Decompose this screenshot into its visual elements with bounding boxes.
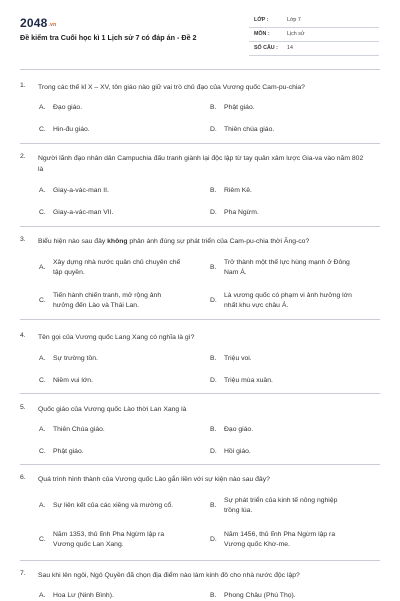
info-label: LỚP : — [254, 17, 269, 23]
info-label: SỐ CÂU : — [254, 45, 278, 51]
question-text: Trong các thế kỉ X – XV, tôn giáo nào giữ vai trò chủ đạo của Vương quốc Cam-pu-chia? — [38, 84, 305, 91]
divider — [20, 464, 380, 465]
page-header — [0, 0, 400, 62]
question-text: Quá trình hình thành của Vương quốc Lào gắn liền với sự kiện nào sau đây? — [38, 476, 270, 483]
divider — [20, 319, 380, 320]
exam-page: 2048.vn Đề kiểm tra Cuối học kì 1 Lịch sử 7 có đáp án - Đề 2 LỚP : Lớp 7 MÔN : Lịch sử SỐ CÂU : 14 1. Trong các thế kỉ X – XV, tôn giáo nào giữ vai trò chủ đạo của Vương quốc Cam-pu-chia? A. Đạo giáo. B. Phật giáo. C. Hin-đu giáo. D. Thiên chúa giáo. 2. Người lãnh đạo nhân dân Campuchia đấu tranh giành lại độc lập từ tay quân xâm lược Gia-va vào năm 802 là A. Giay-a-vác-man II. B. Riêm Kê. C. Giay-a-vác-man VII. D. Pha Ngừm. 3. Biểu hiện nào sau đây không phản ánh đúng sự phát triển của Cam-pu-chia thời Ăng-co? A. Xây dựng nhà nước quân chủ chuyên chế tập quyền. B. Trở thành một thế lực hùng mạnh ở Đông Nam Á. C. Tiến hành chiến tranh, mở rộng ảnh hưởng đến Lào và Thái Lan. D. Là vương quốc có phạm vi ảnh hưởng lớn nhất khu vực châu Á. 4. Tên gọi của Vương quốc Lang Xang có nghĩa là gì? A. Sự trường tồn. B. Triệu voi. C. Niềm vui lớn. D. Triệu mùa xuân. 5. Quốc giáo của Vương quốc Lào thời Lan Xang là A. Thiên Chúa giáo. B. Đạo giáo. C. Phật giáo. D. Hồi giáo. 6. Quá trình hình thành của Vương quốc Lào gắn liền với sự kiện nào sau đây? A. Sự liên kết của các xiềng và mường cổ. B. Sự phát triển của kinh tế nông nghiệp trồng lúa. C. Năm 1353, thủ lĩnh Pha Ngừm lập ra Vương quốc Lan Xang. D. Năm 1456, thủ lĩnh Pha Ngừm lập ra Vương quốc Khơ-me. 7. Sau khi lên ngôi, Ngô Quyền đã chọn địa điểm nào làm kinh đô cho nhà nước độc lập? A. Hoa Lư (Ninh Bình). B. Phong Châu (Phú Thọ). — [0, 0, 400, 600]
question-number: 4. — [20, 332, 26, 339]
question-text: Quốc giáo của Vương quốc Lào thời Lan Xang là — [38, 406, 187, 413]
emphasis-not: không — [107, 238, 128, 245]
info-row-class — [249, 13, 379, 28]
divider — [20, 143, 380, 144]
info-label: MÔN : — [254, 31, 270, 37]
info-value: Lớp 7 — [287, 17, 301, 23]
question-text: Tên gọi của Vương quốc Lang Xang có nghĩa là gì? — [38, 334, 195, 341]
question-number: 6. — [20, 474, 26, 481]
question-text: Sau khi lên ngôi, Ngô Quyền đã chọn địa điểm nào làm kinh đô cho nhà nước độc lập? — [38, 572, 300, 579]
divider — [20, 393, 380, 394]
question-text: Biểu hiện nào sau đây không phản ánh đúng sự phát triển của Cam-pu-chia thời Ăng-co? — [38, 238, 310, 245]
question-number: 2. — [20, 153, 26, 160]
question-number: 1. — [20, 82, 26, 89]
info-row-count — [249, 41, 379, 56]
divider — [20, 560, 380, 561]
info-row-subject — [249, 27, 379, 42]
question-text: Người lãnh đạo nhân dân Campuchia đấu tranh giành lại độc lập từ tay quân xâm lược Gia-va vào năm 802 là — [38, 155, 364, 173]
info-value: 14 — [287, 45, 293, 51]
divider — [20, 226, 380, 227]
site-logo[interactable]: 2048.vn — [20, 16, 57, 30]
question-number: 3. — [20, 236, 26, 243]
divider — [20, 69, 380, 70]
question-number: 7. — [20, 570, 26, 577]
exam-title: Đề kiểm tra Cuối học kì 1 Lịch sử 7 có đáp án - Đề 2 — [20, 33, 197, 42]
question-number: 5. — [20, 404, 26, 411]
info-value: Lịch sử — [287, 31, 305, 37]
